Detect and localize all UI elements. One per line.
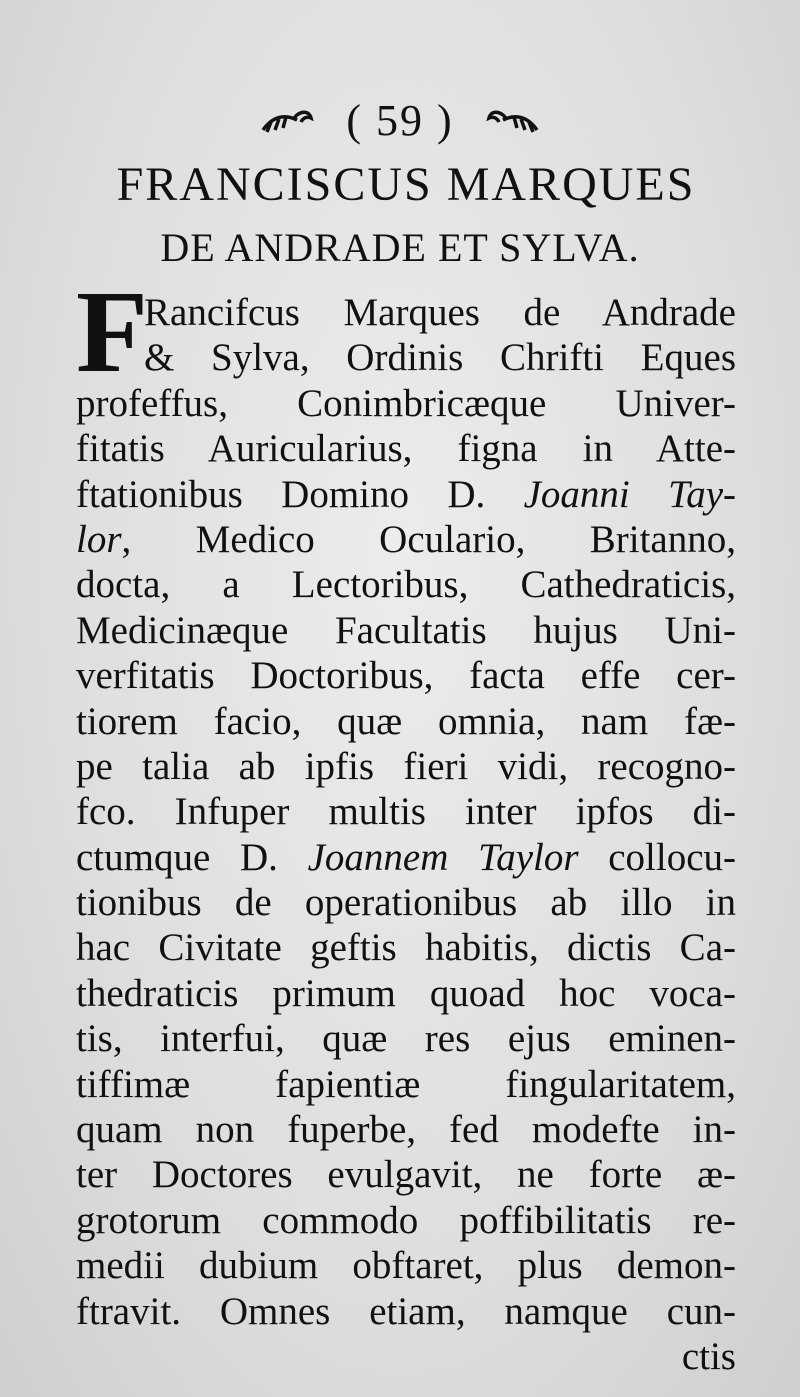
page-number: ( 59 ): [346, 96, 454, 145]
text-line: tiorem facio, quæ omnia, nam fæ-: [76, 699, 736, 743]
text-line: ctumque D. Joannem Taylor collocu-: [76, 835, 737, 879]
body-text: [76, 266, 737, 1379]
right-fleuron-ornament: [485, 106, 541, 136]
text-line: docta, a Lectoribus, Cathedraticis,: [76, 563, 736, 607]
page-header: [0, 95, 800, 146]
text-line: Medicinæque Facultatis hujus Uni-: [76, 608, 736, 652]
title-line-1: FRANCISCUS MARQUES: [116, 158, 696, 211]
text-line: ftravit. Omnes etiam, namque cun-: [76, 1289, 736, 1333]
text-line: medii dubium obftaret, plus demon-: [76, 1244, 736, 1288]
text-line: ftationibus Domino D. Joanni Tay-: [76, 472, 736, 516]
text-line: tionibus de operationibus ab illo in: [76, 881, 736, 925]
text-line: fco. Infuper multis inter ipfos di-: [76, 790, 736, 834]
text-line: profeffus, Conimbricæque Univer-: [76, 381, 736, 425]
text-line: Rancifcus Marques de Andrade: [144, 291, 736, 334]
text-line: tiffimæ fapientiæ fingularitatem,: [76, 1062, 736, 1106]
text-line: grotorum commodo poffibilitatis re-: [76, 1198, 736, 1242]
left-fleuron-ornament: [259, 106, 315, 136]
text-line: ter Doctores evulgavit, ne forte æ-: [76, 1153, 736, 1197]
text-line: verfitatis Doctoribus, facta effe cer-: [76, 654, 736, 698]
text-line: lor, Medico Oculario, Britanno,: [76, 517, 736, 561]
text-line: quam non fuperbe, fed modefte in-: [76, 1108, 736, 1152]
text-line: & Sylva, Ordinis Chrifti Eques: [144, 336, 736, 380]
text-line: hac Civitate geftis habitis, dictis Ca-: [76, 926, 736, 970]
text-line: fitatis Auricularius, figna in Atte-: [76, 427, 736, 471]
text-line: thedraticis primum quoad hoc voca-: [76, 971, 736, 1015]
text-line: tis, interfui, quæ res ejus eminen-: [76, 1017, 736, 1061]
text-line: pe talia ab ipfis fieri vidi, recogno-: [76, 744, 736, 788]
drop-cap: F: [76, 266, 149, 397]
title-line-2: DE ANDRADE ET SYLVA.: [160, 225, 640, 270]
catchword: ctis: [681, 1334, 736, 1378]
